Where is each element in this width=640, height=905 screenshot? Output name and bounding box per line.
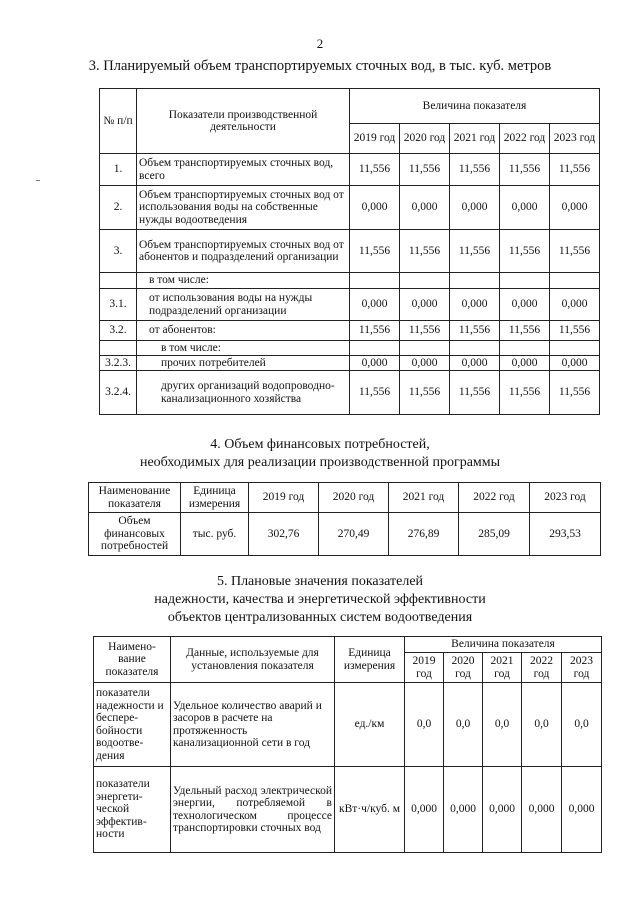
section5-title-line1: 5. Плановые значения показателей [216, 574, 424, 589]
row-value: 0,0 [522, 683, 562, 767]
row-value: 11,556 [450, 230, 500, 273]
page-number: 2 [316, 36, 324, 51]
row-value [550, 341, 600, 356]
header-unit: Единица измерения [181, 483, 249, 513]
header-value: Величина показателя [350, 89, 600, 124]
header-year: 2019 год [350, 124, 400, 154]
row-value: 11,556 [350, 321, 400, 341]
header-year: 2021 год [389, 483, 459, 513]
row-value: 0,000 [550, 186, 600, 230]
row-value: 0,000 [405, 767, 444, 853]
row-value: 276,89 [389, 513, 459, 556]
section4-title-line1: 4. Объем финансовых потребностей, [210, 437, 430, 452]
row-value: 0,0 [562, 683, 602, 767]
header-year: 2019 год [405, 653, 444, 683]
row-num: 3.2.3. [100, 356, 137, 371]
section4-title-line2: необходимых для реализации производственной программы [139, 455, 501, 470]
row-name: от использования воды на нужды подразделений организации [137, 289, 350, 321]
header-year: 2022 год [522, 653, 562, 683]
table-row [94, 683, 602, 767]
row-name: Объем транспортируемых сточных вод, всего [137, 154, 350, 186]
row-name: показатели надежности и беспере-бойности водоотве-дения [94, 683, 171, 767]
row-value: 0,000 [500, 356, 550, 371]
row-value [550, 273, 600, 289]
row-value: 11,556 [550, 154, 600, 186]
row-value: 11,556 [400, 371, 450, 415]
row-value: 0,000 [400, 186, 450, 230]
row-value [400, 273, 450, 289]
row-value: 11,556 [500, 321, 550, 341]
row-value [500, 341, 550, 356]
table-row [89, 513, 601, 556]
row-value: 0,000 [500, 186, 550, 230]
header-indicator-name: Показатели производственной деятельности [137, 89, 350, 154]
row-value: 0,000 [450, 186, 500, 230]
header-value: Величина показателя [405, 637, 602, 653]
header-year: 2023 год [550, 124, 600, 154]
row-value: 11,556 [450, 371, 500, 415]
row-unit: ед./км [335, 683, 405, 767]
header-year: 2023 год [562, 653, 602, 683]
row-data: Удельное количество аварий и засоров в расчете на протяженность канализационной сети в год [171, 683, 335, 767]
row-num: 3.1. [100, 289, 137, 321]
row-name: от абонентов: [137, 321, 350, 341]
row-name: в том числе: [137, 341, 350, 356]
table-row [100, 154, 600, 186]
row-name: в том числе: [137, 273, 350, 289]
row-value: 0,000 [450, 356, 500, 371]
row-value: 0,000 [350, 356, 400, 371]
header-name: Наимено-вание показателя [94, 637, 171, 683]
row-value: 11,556 [350, 371, 400, 415]
header-year: 2022 год [459, 483, 530, 513]
row-value: 285,09 [459, 513, 530, 556]
row-value: 0,000 [400, 289, 450, 321]
margin-mark [36, 180, 40, 181]
row-unit: кВт·ч/куб. м [335, 767, 405, 853]
header-year: 2020 год [444, 653, 483, 683]
row-value: 11,556 [500, 230, 550, 273]
row-value: 0,000 [444, 767, 483, 853]
row-value: 0,000 [550, 289, 600, 321]
row-value: 0,000 [522, 767, 562, 853]
row-name: других организаций водопроводно-канализационного хозяйства [137, 371, 350, 415]
header-year: 2020 год [319, 483, 389, 513]
row-value [500, 273, 550, 289]
section3-table [99, 88, 600, 415]
row-value: 11,556 [450, 154, 500, 186]
row-value: 11,556 [550, 371, 600, 415]
header-data: Данные, используемые для установления показателя [171, 637, 335, 683]
row-name: Объем финансовых потребностей [89, 513, 181, 556]
row-value: 0,000 [450, 289, 500, 321]
table-row [100, 273, 600, 289]
row-value: 0,000 [350, 289, 400, 321]
row-value: 0,000 [400, 356, 450, 371]
row-value [450, 341, 500, 356]
row-value [350, 273, 400, 289]
row-value: 11,556 [350, 230, 400, 273]
row-name: Объем транспортируемых сточных вод от абонентов и подразделений организации [137, 230, 350, 273]
row-value: 293,53 [530, 513, 601, 556]
row-num: 3.2.4. [100, 371, 137, 415]
row-data: Удельный расход электрической энергии, потребляемой в технологическом процессе транспортировки сточных вод [171, 767, 335, 853]
row-unit: тыс. руб. [181, 513, 249, 556]
table-row [100, 356, 600, 371]
row-name: Объем транспортируемых сточных вод от использования воды на собственные нужды водоотведения [137, 186, 350, 230]
section5-table [93, 636, 602, 853]
row-value: 11,556 [400, 321, 450, 341]
table-row [100, 371, 600, 415]
header-unit: Единица измерения [335, 637, 405, 683]
row-name: прочих потребителей [137, 356, 350, 371]
row-value: 0,0 [405, 683, 444, 767]
section4-table [88, 482, 601, 556]
header-year: 2021 год [450, 124, 500, 154]
row-value: 11,556 [550, 321, 600, 341]
row-value [450, 273, 500, 289]
table-row [100, 341, 600, 356]
row-value: 11,556 [550, 230, 600, 273]
row-name: показатели энергети-ческой эффектив-ности [94, 767, 171, 853]
table-row [100, 289, 600, 321]
section5-title-line2: надежности, качества и энергетической эффективности [154, 592, 486, 607]
row-value: 11,556 [400, 230, 450, 273]
header-name: Наименование показателя [89, 483, 181, 513]
row-value: 302,76 [249, 513, 319, 556]
header-year: 2022 год [500, 124, 550, 154]
row-value: 0,000 [500, 289, 550, 321]
row-value: 0,000 [562, 767, 602, 853]
table-row [100, 186, 600, 230]
row-num: 3.2. [100, 321, 137, 341]
header-year: 2021 год [483, 653, 522, 683]
table-row [100, 321, 600, 341]
table-row [94, 767, 602, 853]
header-num: № п/п [100, 89, 137, 154]
header-year: 2023 год [530, 483, 601, 513]
row-value: 11,556 [450, 321, 500, 341]
row-num: 3. [100, 230, 137, 273]
row-value: 0,000 [350, 186, 400, 230]
section3-title: 3. Планируемый объем транспортируемых сточных вод, в тыс. куб. метров [88, 58, 552, 74]
row-num [100, 273, 137, 289]
row-value: 11,556 [400, 154, 450, 186]
row-value [400, 341, 450, 356]
row-value [350, 341, 400, 356]
row-value: 0,0 [444, 683, 483, 767]
header-year: 2019 год [249, 483, 319, 513]
row-value: 0,000 [550, 356, 600, 371]
row-value: 0,0 [483, 683, 522, 767]
row-value: 11,556 [500, 154, 550, 186]
row-value: 0,000 [483, 767, 522, 853]
header-year: 2020 год [400, 124, 450, 154]
row-num: 1. [100, 154, 137, 186]
row-value: 270,49 [319, 513, 389, 556]
row-num [100, 341, 137, 356]
section5-title-line3: объектов централизованных систем водоотведения [167, 610, 473, 625]
row-value: 11,556 [500, 371, 550, 415]
row-num: 2. [100, 186, 137, 230]
row-value: 11,556 [350, 154, 400, 186]
table-row [100, 230, 600, 273]
